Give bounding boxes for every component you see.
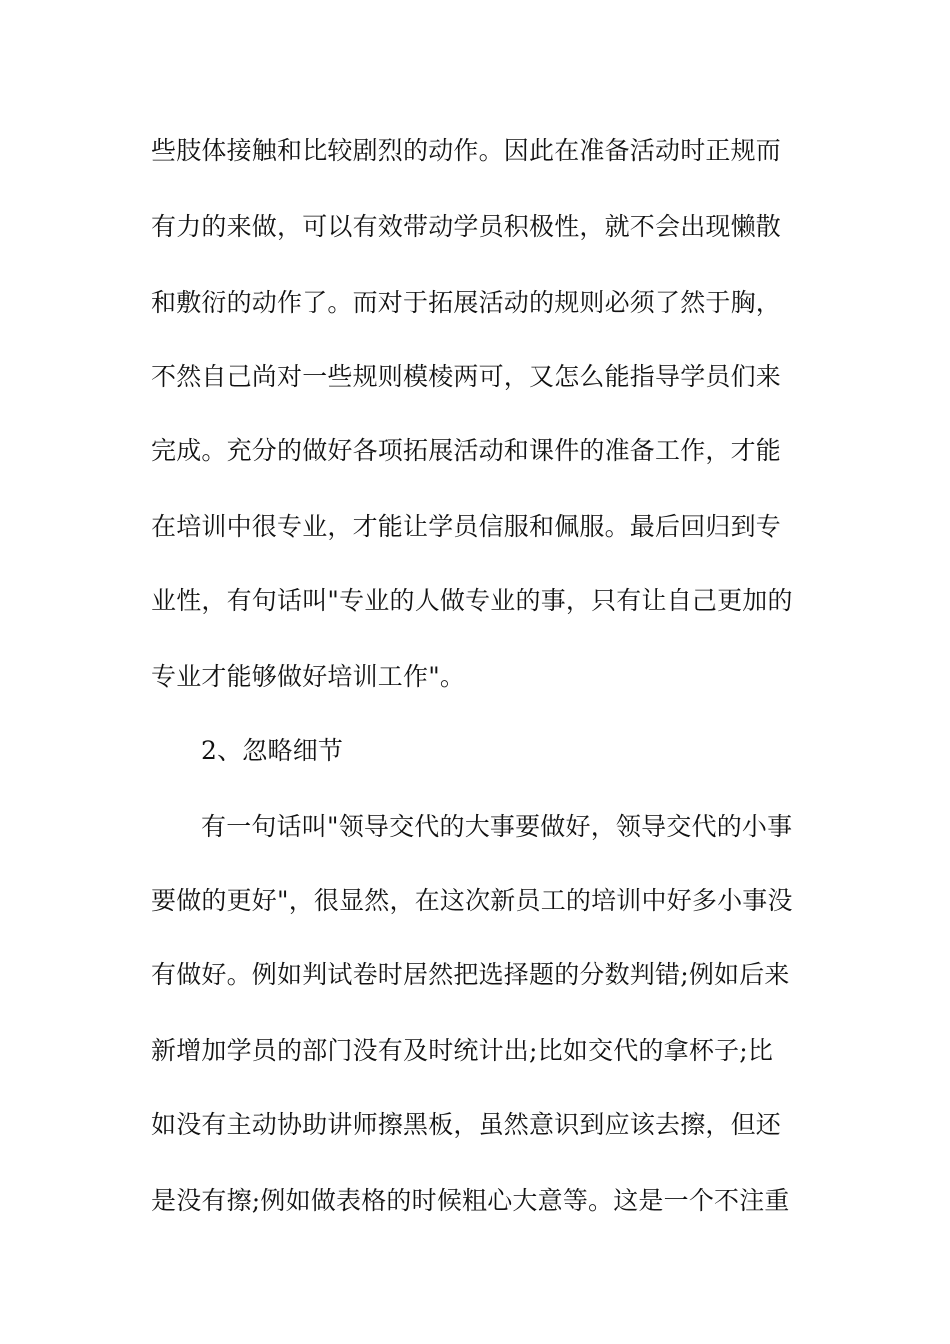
paragraph-line: 如没有主动协助讲师擦黑板，虽然意识到应该去擦，但还 bbox=[151, 1110, 782, 1139]
paragraph-line: 和敷衍的动作了。而对于拓展活动的规则必须了然于胸， bbox=[151, 288, 782, 317]
paragraph-line: 业性，有句话叫"专业的人做专业的事，只有让自己更加的 bbox=[151, 586, 793, 615]
section-heading: 2、忽略细节 bbox=[201, 736, 344, 765]
paragraph-line: 完成。充分的做好各项拓展活动和课件的准备工作，才能 bbox=[151, 436, 782, 465]
paragraph-line: 要做的更好"，很显然，在这次新员工的培训中好多小事没 bbox=[151, 886, 793, 915]
paragraph-line: 有一句话叫"领导交代的大事要做好，领导交代的小事 bbox=[201, 812, 793, 841]
paragraph-line: 有力的来做，可以有效带动学员积极性，就不会出现懒散 bbox=[151, 212, 782, 241]
paragraph-line: 不然自己尚对一些规则模棱两可，又怎么能指导学员们来 bbox=[151, 362, 782, 391]
paragraph-line: 在培训中很专业，才能让学员信服和佩服。最后回归到专 bbox=[151, 512, 782, 541]
paragraph-line: 新增加学员的部门没有及时统计出;比如交代的拿杯子;比 bbox=[151, 1036, 774, 1065]
paragraph-line: 是没有擦;例如做表格的时候粗心大意等。这是一个不注重 bbox=[151, 1186, 790, 1215]
paragraph-line: 些肢体接触和比较剧烈的动作。因此在准备活动时正规而 bbox=[151, 136, 782, 165]
paragraph-line: 有做好。例如判试卷时居然把选择题的分数判错;例如后来 bbox=[151, 960, 790, 989]
paragraph-line: 专业才能够做好培训工作"。 bbox=[151, 662, 466, 691]
